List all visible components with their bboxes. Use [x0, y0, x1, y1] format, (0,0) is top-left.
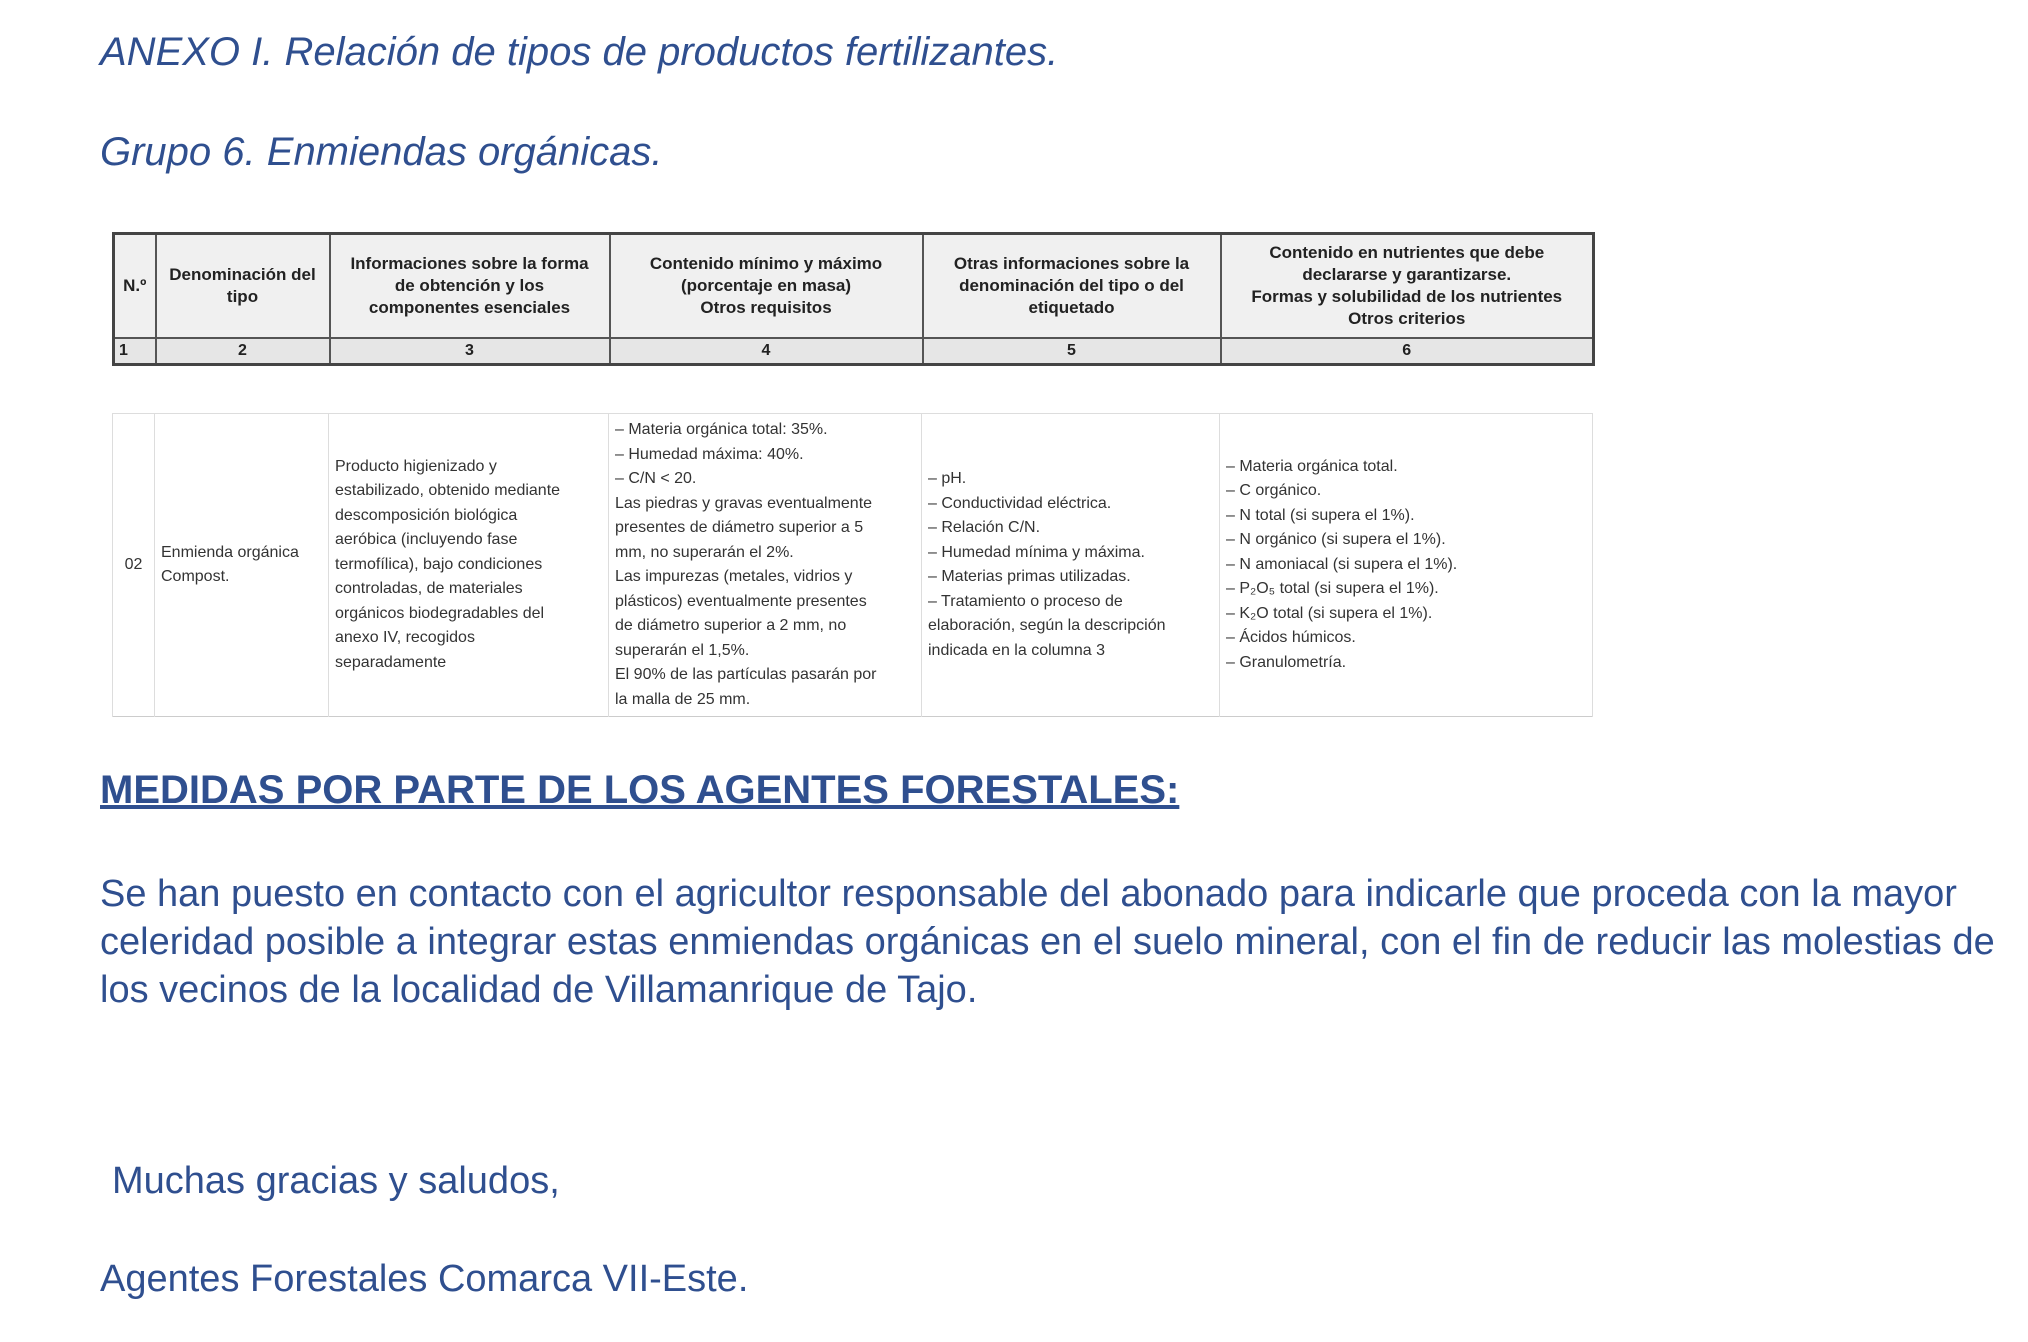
cell-line: de diámetro superior a 2 mm, no [615, 617, 847, 634]
cell-line: – Humedad mínima y máxima. [928, 543, 1145, 561]
cell-line: Denominación del [169, 265, 316, 284]
table-header [112, 232, 1595, 366]
column-number-row [114, 338, 1594, 365]
cell-line: El 90% de las partículas pasarán por [615, 666, 877, 683]
column-number: 5 [923, 338, 1221, 365]
column-number: 2 [156, 338, 330, 365]
cell-line: estabilizado, obtenido mediante [335, 482, 561, 500]
cell-line: – Humedad máxima: 40%. [615, 445, 804, 463]
cell-line: controladas, de materiales [335, 580, 523, 598]
cell-line: anexo IV, recogidos [335, 629, 475, 647]
closing-text: Muchas gracias y saludos, [112, 1160, 560, 1202]
cell-line: aeróbica (incluyendo fase [335, 531, 518, 549]
cell-line: elaboración, según la descripción [928, 617, 1166, 634]
row-labeling-info [922, 414, 1220, 717]
cell-line: descomposición biológica [335, 506, 518, 524]
cell-line: – N amoniacal (si supera el 1%). [1226, 555, 1458, 573]
cell-line: presentes de diámetro superior a 5 [615, 519, 864, 536]
cell-line: – Ácidos húmicos. [1226, 629, 1356, 647]
cell-line: Compost. [161, 568, 230, 585]
cell-line: mm, no superarán el 2%. [615, 543, 794, 561]
cell-line: Las impurezas (metales, vidrios y [615, 568, 853, 585]
header-col-5 [923, 234, 1221, 339]
cell-line: separadamente [335, 653, 447, 671]
cell-line: Contenido mínimo y máximo [649, 254, 883, 273]
cell-line: superarán el 1,5%. [615, 641, 750, 659]
header-col-1: N.º [114, 234, 156, 339]
cell-line: – Tratamiento o proceso de [928, 592, 1123, 610]
table-row [113, 414, 1593, 717]
cell-line: – Materia orgánica total: 35%. [615, 421, 828, 438]
cell-line: – N orgánico (si supera el 1%). [1226, 531, 1446, 549]
cell-line: termofílica), bajo condiciones [335, 555, 543, 573]
signature: Agentes Forestales Comarca VII-Este. [100, 1258, 749, 1300]
header-col-6 [1221, 234, 1594, 339]
cell-line: Contenido en nutrientes que debe [1269, 243, 1545, 262]
cell-line: Producto higienizado y [335, 457, 497, 475]
group-title: Grupo 6. Enmiendas orgánicas. [100, 130, 663, 174]
cell-line: Las piedras y gravas eventualmente [615, 494, 873, 512]
row-obtention-info [329, 414, 609, 717]
cell-line: plásticos) eventualmente presentes [615, 592, 867, 610]
cell-line: componentes esenciales [368, 298, 571, 317]
cell-line: la malla de 25 mm. [615, 690, 751, 708]
header-col-2 [156, 234, 330, 339]
cell-line: Otras informaciones sobre la [953, 254, 1190, 273]
cell-line: Enmienda orgánica [161, 543, 299, 561]
annex-title: ANEXO I. Relación de tipos de productos fertilizantes. [100, 30, 1059, 74]
column-number: 4 [610, 338, 923, 365]
cell-line: Otros requisitos [700, 298, 832, 317]
cell-line: orgánicos biodegradables del [335, 604, 545, 622]
column-number: 6 [1221, 338, 1594, 365]
cell-line: – C/N < 20. [615, 470, 697, 487]
cell-line: denominación del tipo o del [959, 276, 1184, 295]
cell-line: – N total (si supera el 1%). [1226, 506, 1415, 524]
section-title: MEDIDAS POR PARTE DE LOS AGENTES FORESTALES: [100, 768, 1180, 812]
column-number: 1 [114, 338, 156, 365]
cell-line: – Materias primas utilizadas. [928, 568, 1131, 585]
row-number: 02 [113, 414, 155, 717]
cell-line: – P₂O₅ total (si supera el 1%). [1226, 580, 1439, 598]
cell-line: Informaciones sobre la forma [350, 254, 589, 273]
cell-line: declararse y garantizarse. [1302, 265, 1512, 284]
cell-line: – Granulometría. [1226, 653, 1347, 671]
cell-line: tipo [226, 287, 259, 306]
row-requirements [609, 414, 922, 717]
header-col-3 [330, 234, 610, 339]
table-header-row [114, 234, 1594, 339]
row-type-name [155, 414, 329, 717]
cell-line: – C orgánico. [1226, 482, 1322, 500]
cell-line: Formas y solubilidad de los nutrientes [1251, 287, 1563, 306]
row-nutrients [1220, 414, 1593, 717]
cell-line: – pH. [928, 470, 967, 487]
cell-line: – Relación C/N. [928, 519, 1041, 536]
table-body [112, 413, 1593, 717]
cell-line: – K₂O total (si supera el 1%). [1226, 604, 1433, 622]
cell-line: de obtención y los [394, 276, 545, 295]
cell-line: indicada en la columna 3 [928, 641, 1106, 659]
cell-line: (porcentaje en masa) [680, 276, 852, 295]
cell-line: Otros criterios [1348, 309, 1466, 328]
cell-line: – Materia orgánica total. [1226, 457, 1398, 475]
column-number: 3 [330, 338, 610, 365]
cell-line: – Conductividad eléctrica. [928, 494, 1112, 512]
measures-paragraph: Se han puesto en contacto con el agricultor responsable del abonado para indicarle que proceda con la mayor celeridad posible a integrar estas enmiendas orgánicas en el suelo mineral, con el fin de reducir las molestias de los vecinos de la localidad de Villamanrique de Tajo. [100, 873, 1995, 1011]
header-col-4 [610, 234, 923, 339]
cell-line: etiquetado [1028, 298, 1115, 317]
